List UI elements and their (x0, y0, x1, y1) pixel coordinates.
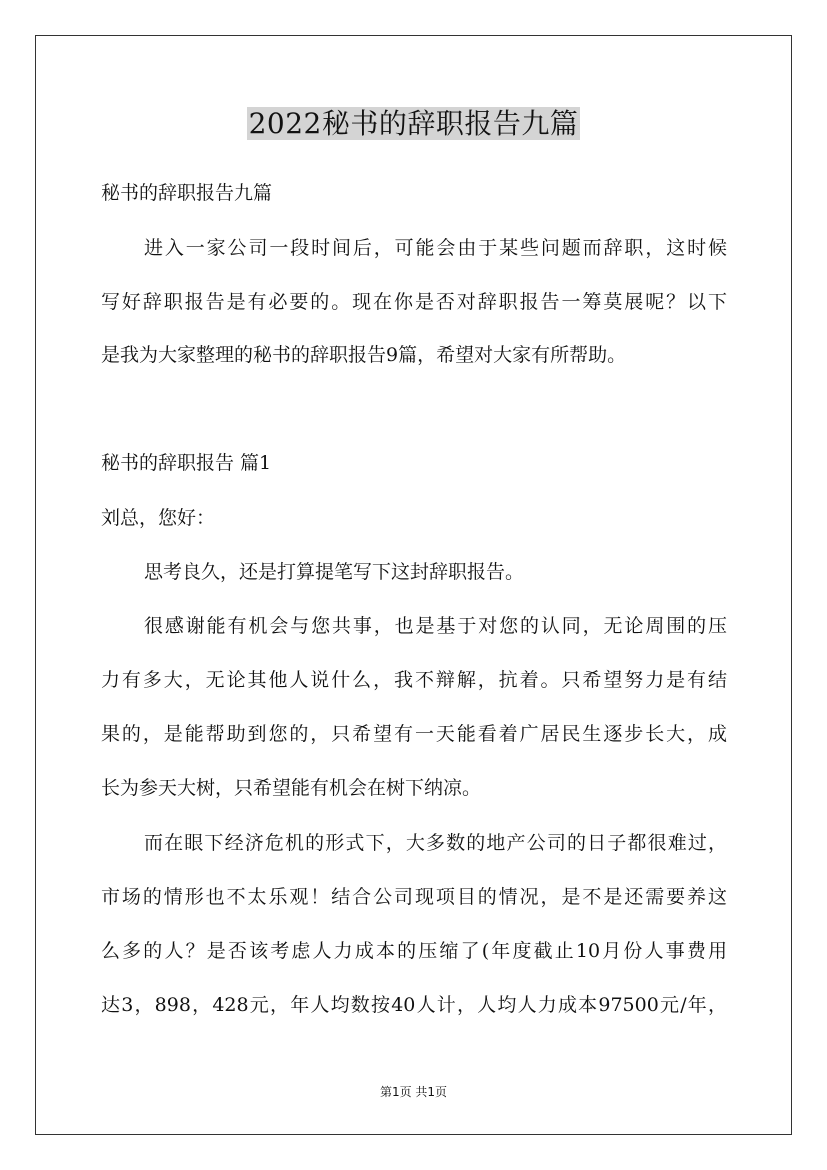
body-line-8: 么多的人？是否该考虑人力成本的压缩了(年度截止10月份人事费用 (101, 940, 727, 962)
body-line-1: 思考良久，还是打算提笔写下这封辞职报告。 (144, 561, 525, 583)
intro-line-3: 是我为大家整理的秘书的辞职报告9篇，希望对大家有所帮助。 (101, 344, 627, 366)
page-number-footer: 第1页 共1页 (379, 1085, 448, 1099)
body-line-6: 而在眼下经济危机的形式下，大多数的地产公司的日子都很难过， (144, 832, 727, 854)
salutation: 刘总，您好： (101, 507, 216, 529)
document-subtitle: 秘书的辞职报告九篇 (101, 182, 273, 204)
intro-line-1: 进入一家公司一段时间后，可能会由于某些问题而辞职，这时候 (144, 237, 727, 259)
body-line-3: 力有多大，无论其他人说什么，我不辩解，抗着。只希望努力是有结 (101, 669, 727, 691)
body-line-7: 市场的情形也不太乐观！结合公司现项目的情况，是不是还需要养这 (101, 886, 727, 908)
body-line-5: 长为参天大树，只希望能有机会在树下纳凉。 (101, 777, 482, 799)
body-line-4: 果的，是能帮助到您的，只希望有一天能看着广居民生逐步长大，成 (101, 723, 727, 745)
body-line-2: 很感谢能有机会与您共事，也是基于对您的认同，无论周围的压 (144, 615, 727, 637)
intro-line-2: 写好辞职报告是有必要的。现在你是否对辞职报告一筹莫展呢？以下 (101, 291, 727, 313)
document-title-text: 2022秘书的辞职报告九篇 (248, 107, 579, 140)
section-heading: 秘书的辞职报告 篇1 (101, 452, 272, 474)
document-title (0, 103, 827, 144)
body-line-9: 达3，898，428元，年人均数按40人计，人均人力成本97500元/年， (101, 994, 727, 1016)
